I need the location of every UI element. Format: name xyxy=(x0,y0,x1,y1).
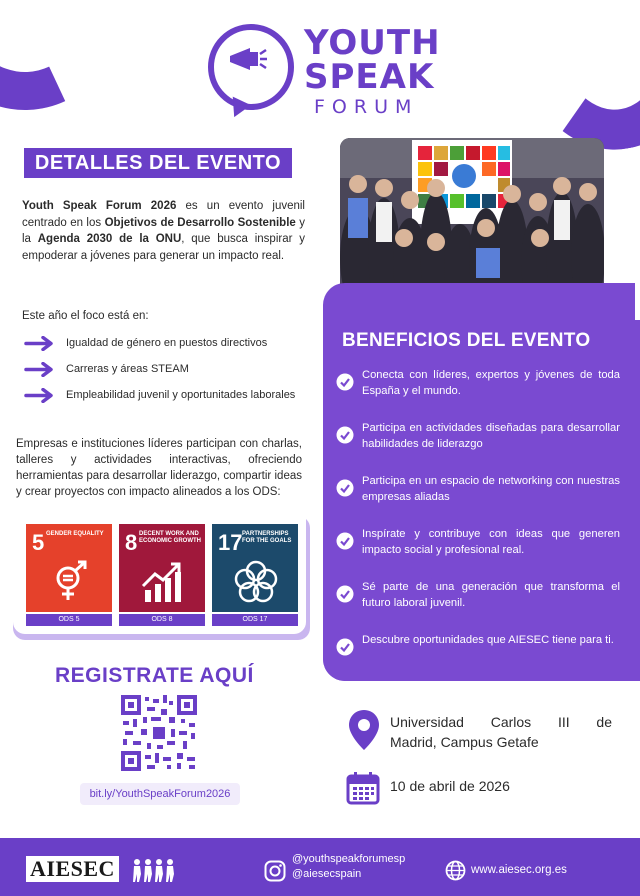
list-item xyxy=(336,420,620,473)
arrow-right-icon xyxy=(24,388,56,403)
instagram-handle-2[interactable]: @aiesecspain xyxy=(292,868,362,880)
list-item xyxy=(24,336,304,351)
check-circle-icon xyxy=(336,426,354,444)
arrow-right-icon xyxy=(24,362,56,377)
logo-word-youth: YOUTH xyxy=(304,23,441,63)
rings-icon xyxy=(234,560,278,604)
globe-icon xyxy=(445,860,466,881)
list-item xyxy=(336,526,620,579)
megaphone-icon xyxy=(226,44,268,74)
register-link[interactable]: bit.ly/YouthSpeakForum2026 xyxy=(80,783,240,805)
instagram-icon xyxy=(264,860,286,882)
ods-tile xyxy=(26,524,112,612)
focus-item-label: Carreras y áreas STEAM xyxy=(66,363,189,375)
agenda-highlight: Agenda 2030 de la ONU xyxy=(37,233,182,245)
focus-intro: Este año el foco está en: xyxy=(22,310,149,322)
list-item xyxy=(24,388,304,403)
ods-card-17 xyxy=(212,524,298,626)
focus-list xyxy=(24,336,304,414)
intro-text-1: es un evento juvenil centrado en los xyxy=(22,200,305,229)
benefit-text: Inspírate y contribuye con ideas que generen impacto social y profesional real. xyxy=(362,528,620,556)
ods-number: 5 xyxy=(32,530,45,555)
list-item xyxy=(336,579,620,632)
ods-tile xyxy=(119,524,205,612)
benefits-heading: BENEFICIOS DEL EVENTO xyxy=(342,330,591,351)
check-circle-icon xyxy=(336,373,354,391)
focus-item-label: Igualdad de género en puestos directivos xyxy=(66,337,268,349)
instagram-handle-1[interactable]: @youthspeakforumesp xyxy=(292,853,406,865)
website-link[interactable]: www.aiesec.org.es xyxy=(471,864,567,876)
growth-chart-icon xyxy=(141,560,185,604)
qr-code[interactable] xyxy=(121,695,197,771)
benefit-text: Descubre oportunidades que AIESEC tiene para ti. xyxy=(362,634,614,646)
companies-text: Empresas e instituciones líderes participan con charlas, talleres y actividades interactivas, ofreciendo herramientas para desarrollar liderazgo, compartir ideas y crear proyectos con impacto alineados a los ODS: xyxy=(16,438,302,498)
calendar-icon xyxy=(346,771,380,805)
ods-number: 17 xyxy=(218,530,243,555)
ods-name: DECENT WORK AND ECONOMIC GROWTH xyxy=(139,531,201,544)
list-item xyxy=(336,473,620,526)
list-item xyxy=(336,367,620,420)
ods-label: ODS 17 xyxy=(212,614,298,626)
ods-highlight: Objetivos de Desarrollo Sostenible xyxy=(104,216,296,229)
details-heading: DETALLES DEL EVENTO xyxy=(24,148,292,178)
ods-card-8 xyxy=(119,524,205,626)
logo-word-speak: SPEAK xyxy=(304,57,435,97)
event-date: 10 de abril de 2026 xyxy=(390,778,510,794)
social-handles xyxy=(292,852,405,882)
intro-text-2: y la xyxy=(22,216,305,245)
benefit-text: Participa en un espacio de networking con nuestras empresas aliadas xyxy=(362,475,620,503)
list-item xyxy=(24,362,304,377)
aiesec-logo xyxy=(26,856,178,882)
arrow-right-icon xyxy=(24,336,56,351)
event-name: Youth Speak Forum 2026 xyxy=(22,200,177,212)
location-line-2: Madrid, Campus Getafe xyxy=(390,734,539,750)
location-pin-icon xyxy=(347,709,381,751)
check-circle-icon xyxy=(336,532,354,550)
gender-icon xyxy=(48,560,92,604)
corner-decoration-left xyxy=(0,0,147,137)
ods-name: GENDER EQUALITY xyxy=(46,531,104,537)
ods-number: 8 xyxy=(125,530,138,555)
check-circle-icon xyxy=(336,479,354,497)
benefits-list xyxy=(336,367,620,685)
intro-text-3: , que busca inspirar y empoderar a jóvenes para generar un impacto real. xyxy=(22,233,305,262)
benefit-text: Sé parte de una generación que transforma el futuro laboral juvenil. xyxy=(362,581,620,609)
list-item xyxy=(336,632,620,685)
people-icon xyxy=(132,858,178,882)
logo-word-forum: FORUM xyxy=(314,96,419,118)
youth-speak-forum-logo xyxy=(208,22,441,120)
location-line-1: Universidad Carlos III de xyxy=(390,714,612,730)
ods-tile xyxy=(212,524,298,612)
ods-label: ODS 5 xyxy=(26,614,112,626)
ods-label: ODS 8 xyxy=(119,614,205,626)
focus-item-label: Empleabilidad juvenil y oportunitades laborales xyxy=(66,389,296,401)
event-intro xyxy=(22,198,305,264)
register-title: REGISTRATE AQUÍ xyxy=(55,664,254,687)
benefit-text: Conecta con líderes, expertos y jóvenes de toda España y el mundo. xyxy=(362,369,620,397)
benefit-text: Participa en actividades diseñadas para desarrollar habilidades de liderazgo xyxy=(362,422,620,450)
aiesec-wordmark: AIESEC xyxy=(26,856,119,882)
event-location xyxy=(390,712,612,752)
check-circle-icon xyxy=(336,638,354,656)
check-circle-icon xyxy=(336,585,354,603)
ods-name: PARTNERSHIPS FOR THE GOALS xyxy=(242,531,292,544)
ods-card-5 xyxy=(26,524,112,626)
